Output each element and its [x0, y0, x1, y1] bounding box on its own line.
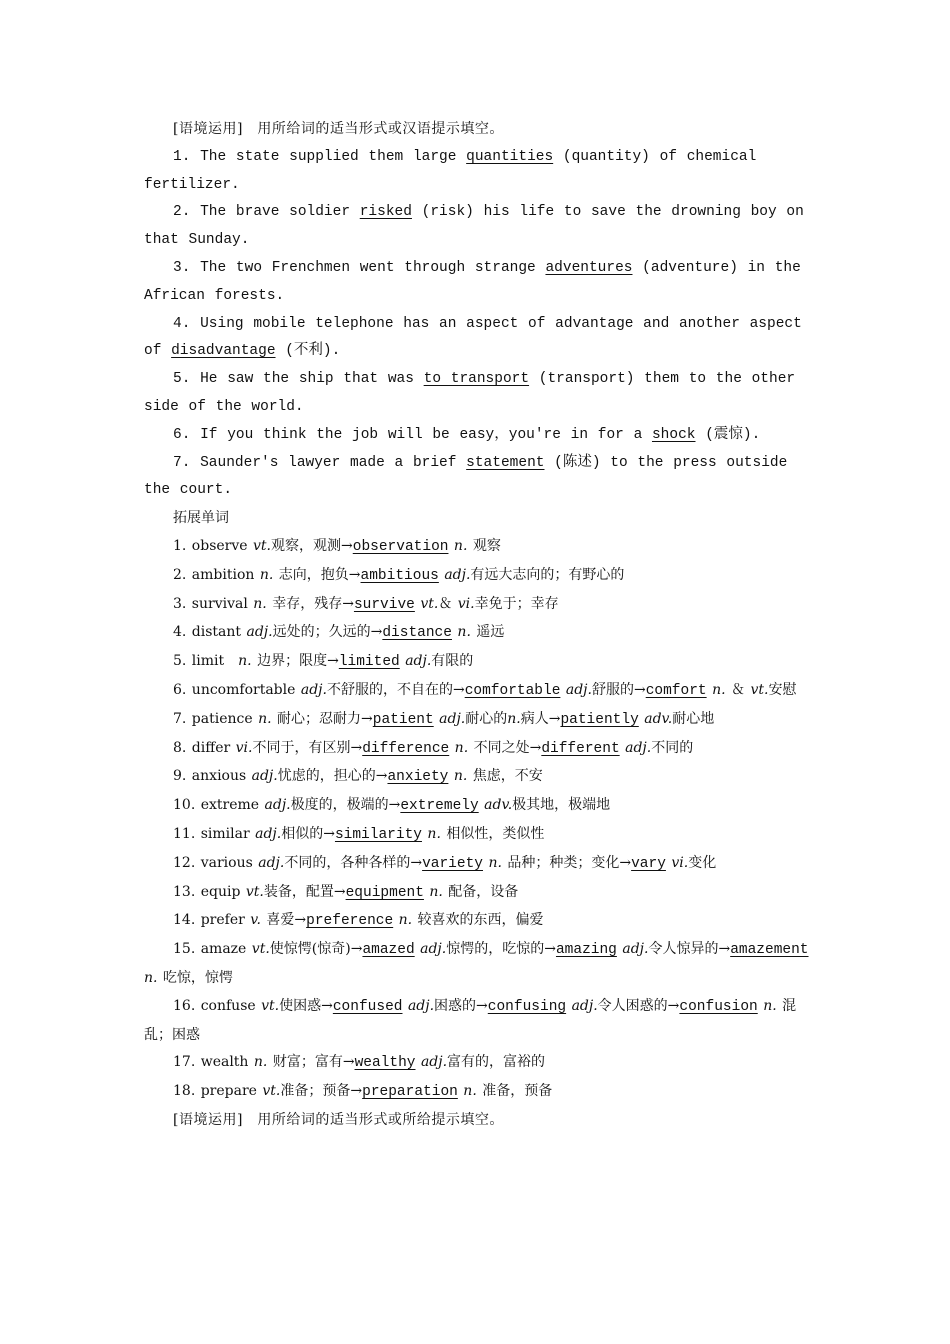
word-text: 不同的	[651, 739, 694, 756]
section1-title: [语境运用] 用所给词的适当形式或汉语提示填空。	[173, 121, 504, 137]
part-of-speech: n.	[258, 710, 272, 727]
word-text: 15. amaze	[173, 941, 252, 958]
exercise-answer: statement	[466, 454, 545, 471]
word-text: 使惊愕(惊奇)→	[269, 941, 363, 958]
word-text: ＆	[725, 681, 751, 698]
word-answer: distance	[382, 625, 452, 642]
part-of-speech: n.	[488, 854, 502, 871]
word-text: 幸存，残存→	[266, 595, 354, 612]
word-text: 观察，观测→	[271, 537, 353, 554]
exercise-item	[144, 199, 810, 255]
word-item	[144, 907, 810, 936]
word-text: 混乱；困惑	[144, 997, 797, 1043]
word-item	[144, 648, 810, 677]
word-answer: similarity	[334, 826, 422, 843]
word-text: 耐心；忍耐力→	[271, 710, 373, 727]
part-of-speech: vi.	[457, 595, 475, 612]
exercise-item	[144, 255, 810, 311]
word-text: 吃惊，惊愕	[157, 969, 233, 986]
word-answer: observation	[352, 538, 449, 555]
part-of-speech: n.	[253, 1054, 268, 1071]
part-of-speech: n.	[454, 739, 469, 756]
word-answer: patient	[372, 711, 434, 728]
word-text: 1. observe	[173, 537, 254, 554]
part-of-speech: n.	[463, 1083, 477, 1100]
exercise-answer: disadvantage	[171, 343, 276, 360]
word-text: 极其地，极端地	[512, 797, 611, 814]
part-of-speech: adj.	[300, 681, 327, 698]
word-item	[144, 619, 810, 648]
section3-title: [语境运用] 用所给词的适当形式或所给提示填空。	[173, 1111, 504, 1128]
word-text: 相似的→	[281, 825, 335, 842]
word-text: 配备，设备	[442, 883, 519, 900]
exercise-text: 7. Saunder's lawyer made a brief	[173, 454, 467, 471]
part-of-speech: adj.	[405, 653, 432, 670]
part-of-speech: adj.	[246, 624, 273, 641]
section1-list	[144, 144, 810, 505]
word-text: 使困惑→	[279, 997, 333, 1014]
word-item	[144, 591, 810, 620]
part-of-speech: adj.	[439, 710, 466, 727]
word-item	[144, 677, 810, 706]
word-answer: anxiety	[387, 769, 449, 786]
part-of-speech: adv.	[484, 797, 513, 814]
exercise-item	[144, 366, 810, 422]
word-text: 5. limit	[173, 653, 239, 670]
word-item	[144, 533, 810, 562]
word-answer: comfortable	[464, 682, 561, 699]
word-text: 16. confuse	[173, 997, 262, 1014]
word-answer: confused	[332, 998, 403, 1015]
part-of-speech: vt.	[750, 681, 769, 698]
word-text: 观察	[467, 537, 501, 554]
word-text: 令人困惑的→	[597, 997, 680, 1014]
word-text: ＆	[438, 595, 458, 612]
part-of-speech: adj.	[255, 825, 282, 842]
word-text: 焦虑，不安	[467, 768, 543, 785]
part-of-speech: adj.	[258, 854, 285, 871]
part-of-speech: n.	[238, 653, 252, 670]
exercise-answer: risked	[359, 204, 412, 221]
part-of-speech: vt.	[261, 997, 280, 1014]
word-text: 极度的，极端的→	[290, 797, 401, 814]
exercise-text: (transport) them to the other side of the world.	[144, 371, 796, 415]
word-text: 有远大志向的；有野心的	[470, 566, 625, 583]
word-item	[144, 735, 810, 764]
part-of-speech: n.	[144, 969, 158, 986]
word-item	[144, 879, 810, 908]
exercise-item	[144, 450, 810, 506]
part-of-speech: adj.	[571, 997, 598, 1014]
exercise-text: 2. The brave soldier	[173, 204, 360, 221]
word-answer: preparation	[362, 1084, 458, 1101]
exercise-answer: quantities	[466, 148, 554, 165]
word-item	[144, 562, 810, 591]
word-text: 志向，抱负→	[273, 566, 361, 583]
part-of-speech: adj.	[420, 941, 447, 958]
word-text: 10. extreme	[173, 797, 265, 814]
exercise-text: (adventure) in the African forests.	[144, 259, 801, 304]
exercise-item	[144, 422, 810, 450]
word-text: 不同之处→	[468, 739, 542, 756]
word-item	[144, 821, 810, 850]
part-of-speech: vt.	[262, 1083, 281, 1100]
word-text: 12. various	[173, 854, 259, 871]
word-text: 14. prefer	[173, 912, 251, 929]
word-text: 有限的	[431, 653, 474, 670]
word-answer: vary	[631, 855, 666, 872]
word-text: 远处的；久远的→	[272, 624, 383, 641]
part-of-speech: adj.	[251, 768, 278, 785]
part-of-speech: vt.	[420, 595, 439, 612]
word-item	[144, 993, 810, 1050]
word-text: 舒服的→	[591, 681, 646, 698]
word-text: 令人惊异的→	[648, 941, 731, 958]
word-text: 11. similar	[173, 825, 256, 842]
part-of-speech: n.	[453, 537, 468, 554]
part-of-speech: adj.	[625, 739, 652, 756]
word-text: 边界；限度→	[251, 653, 339, 670]
part-of-speech: adv.	[644, 710, 673, 727]
word-answer: equipment	[345, 884, 424, 901]
word-item	[144, 706, 810, 735]
exercise-text: 1. The state supplied them large	[173, 148, 467, 165]
word-text: 17. wealth	[173, 1054, 254, 1071]
word-text: 病人→	[520, 710, 561, 727]
word-answer: confusing	[487, 998, 567, 1015]
exercise-answer: adventures	[545, 259, 633, 276]
part-of-speech: n.	[712, 681, 726, 698]
part-of-speech: adj.	[565, 681, 592, 698]
exercise-text: 4. Using mobile telephone has an aspect of advantage and another aspect of	[144, 315, 802, 360]
word-text: 3. survival	[173, 595, 254, 612]
exercise-text: 5. He saw the ship that was	[173, 371, 424, 388]
part-of-speech: adj.	[622, 941, 649, 958]
word-answer: difference	[362, 740, 450, 757]
word-answer: different	[541, 740, 620, 757]
part-of-speech: adj.	[420, 1054, 448, 1071]
word-answer: extremely	[400, 798, 479, 815]
word-text: 13. equip	[173, 883, 246, 900]
part-of-speech: n.	[429, 883, 443, 900]
word-item	[144, 1049, 810, 1078]
word-item	[144, 792, 810, 821]
part-of-speech: v.	[250, 912, 261, 929]
word-answer: wealthy	[354, 1055, 416, 1072]
word-text: 18. prepare	[173, 1083, 263, 1100]
word-text: 财富；富有→	[267, 1054, 355, 1071]
word-text: 准备，预备	[476, 1083, 553, 1100]
word-text: 遥远	[470, 624, 505, 641]
part-of-speech: adj.	[444, 566, 471, 583]
word-answer: amazing	[555, 942, 617, 959]
word-answer: patiently	[560, 711, 639, 728]
exercise-text: (quantity) of chemical fertilizer.	[144, 148, 757, 193]
exercise-text: (不利).	[275, 343, 341, 360]
word-answer: preference	[306, 913, 394, 930]
part-of-speech: n.	[259, 566, 274, 583]
word-text: 7. patience	[173, 710, 259, 727]
word-answer: amazement	[730, 942, 809, 959]
word-answer: ambitious	[360, 567, 439, 584]
part-of-speech: n.	[427, 825, 441, 842]
part-of-speech: n.	[763, 997, 777, 1014]
word-text: 困惑的→	[434, 997, 488, 1014]
word-text: 2. ambition	[173, 566, 260, 583]
exercise-text: (震惊).	[695, 426, 761, 443]
word-text: 不同的，各种各样的→	[284, 854, 423, 871]
part-of-speech: vi.	[671, 854, 689, 871]
word-item	[144, 763, 810, 792]
word-text: 不舒服的，不自在的→	[326, 681, 465, 698]
word-text: 品种；种类；变化→	[501, 854, 632, 871]
word-text: 6. uncomfortable	[173, 681, 301, 698]
part-of-speech: n.	[398, 912, 413, 929]
word-answer: variety	[422, 855, 483, 872]
word-answer: confusion	[679, 998, 758, 1015]
part-of-speech: adj.	[264, 797, 291, 814]
section2-list	[144, 533, 810, 1107]
word-text: 耐心的	[465, 710, 508, 727]
exercise-answer: shock	[651, 426, 696, 443]
exercise-text: 6. If you think the job will be easy，you're in for a	[173, 426, 652, 443]
word-item	[144, 850, 810, 879]
part-of-speech: vi.	[235, 739, 253, 756]
part-of-speech: n.	[453, 768, 468, 785]
word-text: 4. distant	[173, 624, 247, 641]
exercise-text: (risk) his life to save the drowning boy on that Sunday.	[144, 204, 804, 249]
part-of-speech: vt.	[253, 537, 272, 554]
word-text: 安慰	[768, 681, 797, 698]
word-text: 准备；预备→	[280, 1083, 363, 1100]
word-text: 装备，配置→	[263, 883, 346, 900]
part-of-speech: vt.	[251, 941, 270, 958]
word-text: 较喜欢的东西，偏爱	[412, 912, 544, 929]
word-text: 惊愕的，吃惊的→	[446, 941, 556, 958]
exercise-text: 3. The two Frenchmen went through strange	[173, 259, 546, 276]
word-text: 变化	[688, 854, 717, 871]
part-of-speech: n.	[507, 710, 521, 727]
word-answer: survive	[353, 596, 415, 613]
word-answer: amazed	[362, 942, 415, 959]
part-of-speech: adj.	[407, 997, 435, 1014]
word-item	[144, 936, 810, 993]
word-text: 富有的，富裕的	[447, 1054, 546, 1071]
part-of-speech: n.	[457, 624, 471, 641]
word-text: 不同于，有区别→	[252, 739, 363, 756]
word-answer: limited	[338, 654, 400, 671]
section2-title: 拓展单词	[173, 510, 229, 527]
word-text: 幸免于；幸存	[474, 595, 559, 612]
word-text: 耐心地	[672, 710, 715, 727]
exercise-item	[144, 144, 810, 200]
exercise-answer: to transport	[423, 371, 530, 388]
word-text: 忧虑的，担心的→	[277, 768, 388, 785]
word-item	[144, 1078, 810, 1107]
word-text: 相似性，类似性	[440, 825, 545, 842]
word-text: 9. anxious	[173, 768, 252, 785]
word-text: 8. differ	[173, 739, 236, 756]
exercise-text: (陈述) to the press outside the court.	[144, 454, 788, 499]
part-of-speech: vt.	[245, 883, 264, 900]
word-answer: comfort	[645, 682, 707, 699]
exercise-item	[144, 311, 810, 367]
word-text: 喜爱→	[260, 912, 307, 929]
part-of-speech: n.	[253, 595, 267, 612]
